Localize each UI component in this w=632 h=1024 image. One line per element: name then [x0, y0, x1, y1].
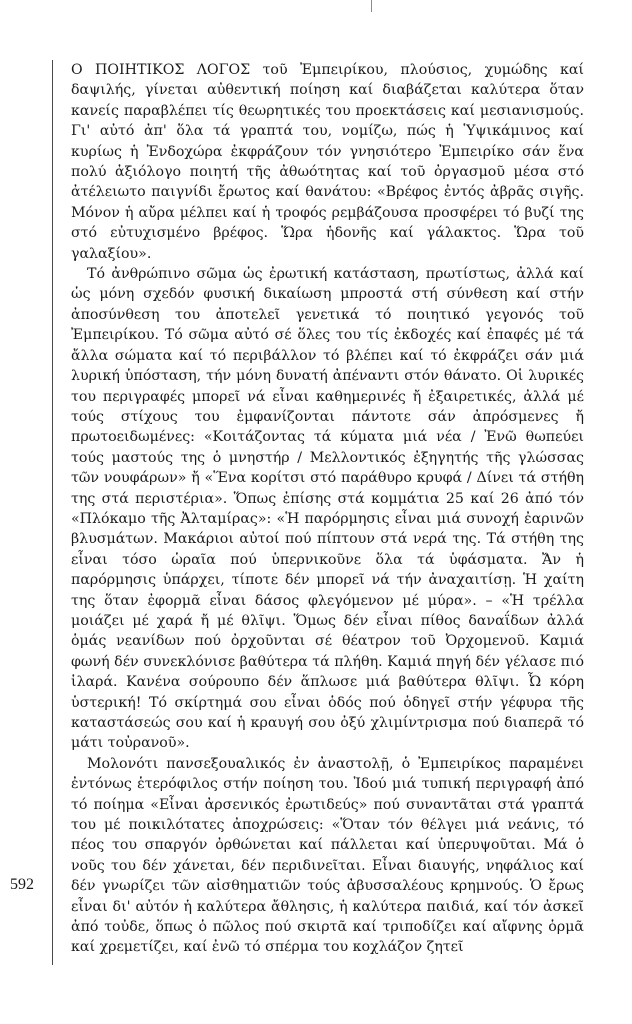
body-text [71, 60, 584, 958]
paragraph-3: Μολονότι πανσεξουαλικός ἐν ἀναστολῇ, ὁ Ἐμπειρίκος παραμένει ἐντόνως ἑτερόφιλος στήν ποίηση του. Ἰδού μιά τυπική περιγραφή ἀπό τό ποίημα «Εἶναι ἀρσενικός ἐρωτιδεύς» πού συναντᾶται στά γραπτά του μέ ποικιλότατες ἀποχρώσεις: «Ὅταν τόν θέλγει μιά νεάνις, τό πέος του σπαργόν ὀρθώνεται καί πάλλεται καί ὑπερυψοῦται. Μά ὁ νοῦς του δέν χάνεται, δέν περιδινεῖται. Εἶναι διαυγής, νηφάλιος καί δέν γνωρίζει τῶν αἰσθηματιῶν τούς ἀβυσσαλέους κρημνούς. Ὁ ἔρως εἶναι δι' αὐτόν ἡ καλύτερα ἄθλησις, ἡ καλύτερα παιδιά, καί τόν ἀσκεῖ ἀπό τοὐδε, ὅπως ὁ πῶλος πού σκιρτᾶ καί τριποδίζει καί αἴφνης ὁρμᾶ καί χρεμετίζει, καί ἐνῶ τό σπέρμα του κοχλάζον ζητεῖ [71, 755, 584, 956]
page-number: 592 [10, 876, 34, 893]
scan-mark [371, 0, 372, 12]
paragraph-1: Ο ΠΟΙΗΤΙΚΟΣ ΛΟΓΟΣ τοῦ Ἐμπειρίκου, πλούσιος, χυμώδης καί δαψιλής, γίνεται αὐθεντική ποίηση καί διαβάζεται καλύτερα ὅταν κανείς παραβλέπει τίς θεωρητικές του προεκτάσεις καί μεσιανισμούς. Γι' αὐτό ἀπ' ὅλα τά γραπτά του, νομίζω, πώς ἡ Ὑψικάμινος καί κυρίως ἡ Ἐνδοχώρα ἐκφράζουν τόν γνησιότερο Ἐμπειρίκο σάν ἕνα πολύ ἀξιόλογο ποιητή τῆς ἀθωότητας καί τοῦ ὀργασμοῦ μέσα στό ἀτέλειωτο παιγνίδι ἔρωτος καί θανάτου: «Βρέφος ἐντός ἀβρᾶς σιγῆς. Μόνον ἡ αὔρα μέλπει καί ἡ τροφός ρεμβάζουσα προσφέρει τό βυζί της στό εὐτυχισμένο βρέφος. Ὥρα ἡδονῆς καί γάλακτος. Ὥρα τοῦ γαλαξίου». [71, 62, 584, 262]
paragraph-2: Τό ἀνθρώπινο σῶμα ὡς ἐρωτική κατάσταση, πρωτίστως, ἀλλά καί ὡς μόνη σχεδόν φυσική δικαίωση μπροστά στή σύνθεση καί στήν ἀποσύνθεση του ἀποτελεῖ γενετικά τό ποιητικό γεγονός τοῦ Ἐμπειρίκου. Τό σῶμα αὐτό σέ ὅλες του τίς ἐκδοχές καί ἐπαφές μέ τά ἄλλα σώματα καί τό περιβάλλον τό βλέπει καί τό ἐκφράζει σάν μιά λυρική ὑπόσταση, τήν μόνη δυνατή ἀπέναντι στόν θάνατο. Οἱ λυρικές του περιγραφές μπορεῖ νά εἶναι καθημερινές ἤ ἐξαιρετικές, ἀλλά μέ τούς στίχους του ἐμφανίζονται πάντοτε σάν ἀπρόσμενες ἤ πρωτοειδωμένες: «Κοιτάζοντας τά κύματα μιά νέα / Ἐνῶ θωπεύει τούς μαστούς της ὁ μνηστήρ / Μελλοντικός ἐξηγητής τῆς γλώσσας τῶν νουφάρων» ἤ «Ἕνα κορίτσι στό παράθυρο κρυφά / Δίνει τά στήθη της στά περιστέρια». Ὅπως ἐπίσης στά κομμάτια 25 καί 26 ἀπό τόν «Πλόκαμο τῆς Ἀλταμίρας»: «Ἡ παρόρμησις εἶναι μιά συνοχή ἐαρινῶν βλυσμάτων. Μακάριοι αὐτοί πού πίπτουν στά νερά της. Τά στήθη της εἶναι τόσο ὡραῖα πού ὑπερνικοῦνε ὅλα τά ὑφάσματα. Ἄν ἡ παρόρμησις ὑπάρχει, τίποτε δέν μπορεῖ νά τήν ἀναχαιτίσῃ. Ἡ χαίτη της ὅταν ἐφορμᾶ εἶναι δάσος φλεγόμενον μέ μύρα». – «Ἡ τρέλλα μοιάζει μέ χαρά ἤ μέ θλῖψι. Ὅμως δέν εἶναι πίθος δαναΐδων ἀλλά ὁμάς νεανίδων πού ὀρχοῦνται σέ θέατρον τοῦ Ὀρχομενοῦ. Καμιά φωνή δέν συνεκλόνισε βαθύτερα τά πλήθη. Καμιά πηγή δέν γέλασε πιό ἱλαρά. Κανένα σούρουπο δέν ἅπλωσε μιά βαθύτερα θλῖψι. Ὦ κόρη ὑστερική! Τό σκίρτημά σου εἶναι ὁδός πού ὁδηγεῖ στήν γέφυρα τῆς καταστάσεώς σου καί ἡ κραυγή σου ὀξύ χλιμίντρισμα πού διαπερᾶ τό μάτι τοὐρανοῦ». [71, 266, 584, 752]
margin-rule [52, 60, 53, 965]
